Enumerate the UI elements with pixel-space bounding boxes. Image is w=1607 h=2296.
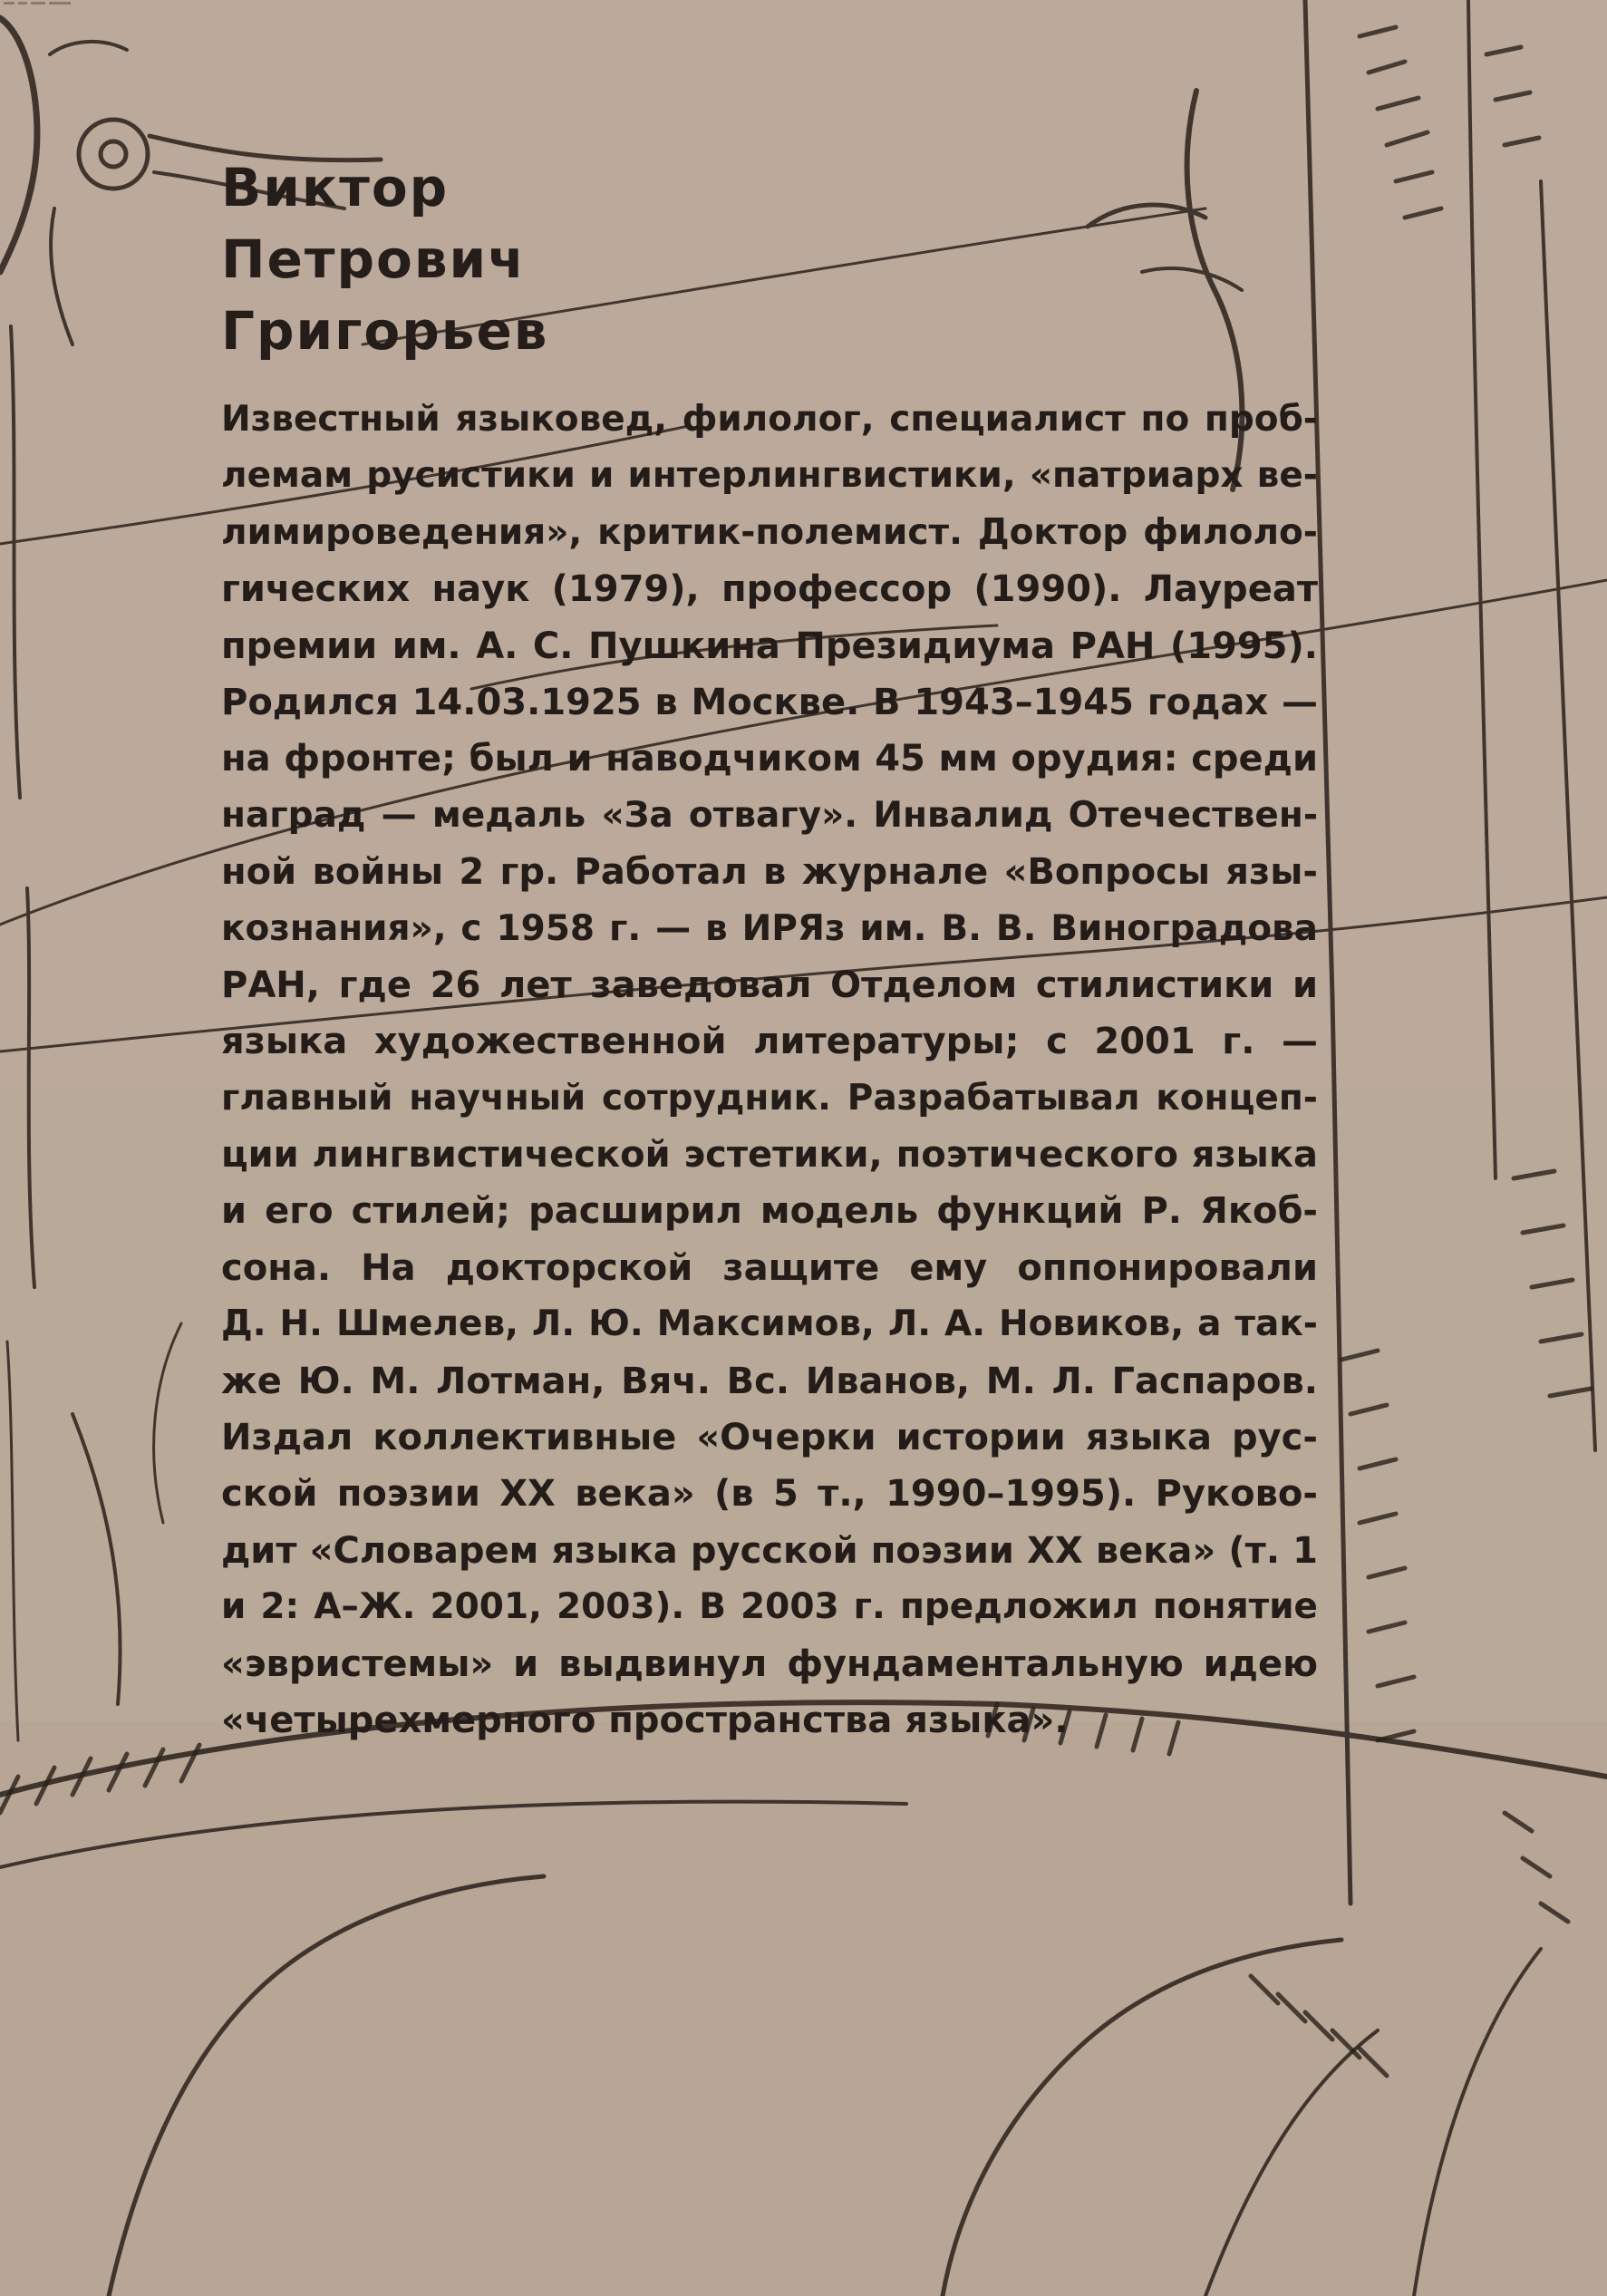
biography-line: премии им. А. С. Пушкина Президиума РАН (1995). [221,625,1318,667]
biography-line: Родился 14.03.1925 в Москве. В 1943–1945 годах — [221,681,1318,723]
author-surname: Григорьев [221,300,549,362]
biography-line: языка художественной литературы; с 2001 г. — [221,1021,1318,1063]
biography-line: главный научный сотрудник. Разрабатывал концеп- [221,1077,1318,1119]
biography-line: кознания», с 1958 г. — в ИРЯз им. В. В. Виноградова [221,907,1318,949]
biography-line: же Ю. М. Лотман, Вяч. Вс. Иванов, М. Л. Гаспаров. [221,1360,1318,1402]
biography-line: дит «Словарем языка русской поэзии XX века» (т. 1 [221,1529,1318,1572]
biography-line: наград — медаль «За отвагу». Инвалид Отечествен- [221,794,1318,836]
biography-line: лимироведения», критик-полемист. Доктор филоло- [221,511,1318,553]
biography-text [221,392,1318,1749]
biography-line: ской поэзии XX века» (в 5 т., 1990–1995). Руково- [221,1473,1318,1516]
biography-line: ции лингвистической эстетики, поэтического языка [221,1134,1318,1177]
biography-line: Известный языковед, филолог, специалист по проб- [221,399,1318,440]
biography-line: Издал коллективные «Очерки истории языка рус- [221,1417,1318,1459]
biography-line: и его стилей; расширил модель функций Р. Якоб- [221,1190,1318,1233]
author-patronymic: Петрович [221,228,527,290]
author-first-name: Виктор [221,157,450,218]
biography-line: сона. На докторской защите ему оппонировали [221,1246,1318,1289]
biography-line: Д. Н. Шмелев, Л. Ю. Максимов, Л. А. Новиков, а так- [221,1303,1318,1345]
biography-line: РАН, где 26 лет заведовал Отделом стилистики и [221,964,1318,1006]
biography-line: «эвристемы» и выдвинул фундаментальную идею [221,1642,1318,1685]
biography-line: «четырехмерного пространства языка». [221,1699,1069,1741]
author-name [221,152,1309,367]
biography-line: и 2: А–Ж. 2001, 2003). В 2003 г. предложил понятие [221,1586,1318,1628]
biography-line: ной войны 2 гр. Работал в журнале «Вопросы язы- [221,851,1318,894]
biography-line: лемам русистики и интерлингвистики, «патриарх ве- [221,455,1318,497]
biography-line: на фронте; был и наводчиком 45 мм орудия: среди [221,738,1318,780]
biography-line: гических наук (1979), профессор (1990). Лауреат [221,568,1318,611]
